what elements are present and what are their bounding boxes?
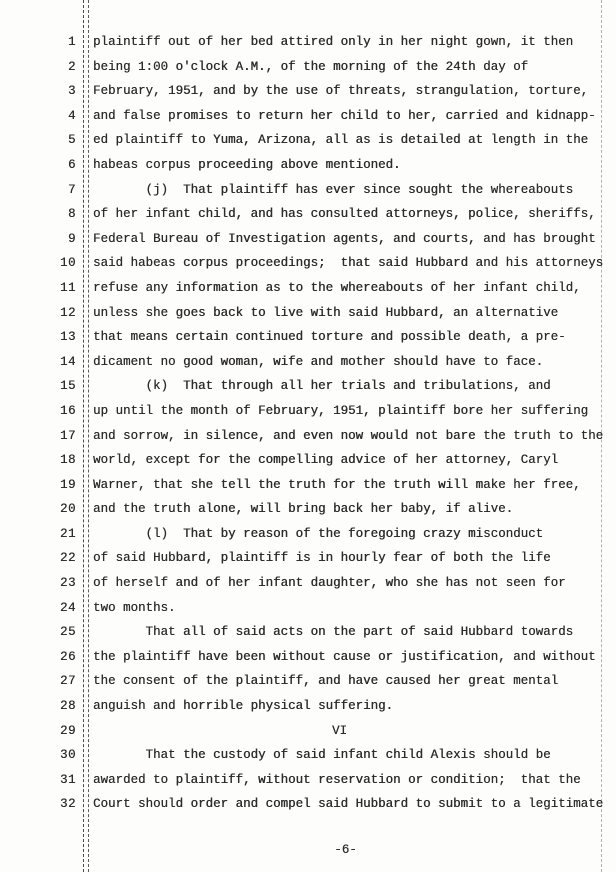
line-number: 7 <box>67 182 76 197</box>
line-text: February, 1951, and by the use of threats, strangulation, torture, <box>93 84 589 99</box>
document-line <box>0 55 616 80</box>
document-line <box>0 374 616 399</box>
line-text: That all of said acts on the part of said Hubbard towards <box>93 625 574 640</box>
document-line <box>0 301 616 326</box>
line-text: That the custody of said infant child Alexis should be <box>93 748 551 763</box>
line-number: 17 <box>59 428 76 443</box>
document-line <box>0 571 616 596</box>
line-number: 24 <box>59 600 76 615</box>
line-number: 31 <box>59 772 76 787</box>
line-text: being 1:00 o'clock A.M., of the morning of the 24th day of <box>93 59 529 74</box>
line-number: 13 <box>59 330 76 345</box>
line-number: 27 <box>59 674 76 689</box>
line-number: 12 <box>59 305 76 320</box>
line-number: 15 <box>59 379 76 394</box>
document-line <box>0 522 616 547</box>
line-number: 30 <box>59 748 76 763</box>
line-number: 2 <box>67 59 76 74</box>
line-text: Federal Bureau of Investigation agents, and courts, and has brought <box>93 231 596 246</box>
line-text: up until the month of February, 1951, plaintiff bore her suffering <box>93 403 589 418</box>
document-line <box>0 596 616 621</box>
line-text: two months. <box>93 600 176 615</box>
line-text: Court should order and compel said Hubbard to submit to a legitimate <box>93 797 604 812</box>
document-line <box>0 743 616 768</box>
line-text: and false promises to return her child to her, carried and kidnapp- <box>93 108 596 123</box>
line-number: 32 <box>59 797 76 812</box>
document-line <box>0 448 616 473</box>
line-number: 6 <box>67 157 76 172</box>
document-line <box>0 719 616 744</box>
document-line <box>0 424 616 449</box>
line-text: plaintiff out of her bed attired only in her night gown, it then <box>93 35 574 49</box>
line-number: 19 <box>59 477 76 492</box>
line-number: 22 <box>59 551 76 566</box>
line-text: Warner, that she tell the truth for the truth will make her free, <box>93 477 581 492</box>
document-line <box>0 620 616 645</box>
line-text: unless she goes back to live with said Hubbard, an alternative <box>93 305 559 320</box>
document-line <box>0 792 616 817</box>
line-number: 3 <box>67 84 76 99</box>
line-text: awarded to plaintiff, without reservation or condition; that the <box>93 772 581 787</box>
line-text: of said Hubbard, plaintiff is in hourly fear of both the life <box>93 551 551 566</box>
line-text: refuse any information as to the whereabouts of her infant child, <box>93 280 581 295</box>
document-line <box>0 153 616 178</box>
line-text: and sorrow, in silence, and even now would not bare the truth to the <box>93 428 604 443</box>
line-number: 5 <box>67 133 76 148</box>
document-line <box>0 350 616 375</box>
document-line <box>0 546 616 571</box>
line-number: 26 <box>59 649 76 664</box>
line-number: 9 <box>67 231 76 246</box>
line-number: 23 <box>59 576 76 591</box>
line-text: world, except for the compelling advice of her attorney, Caryl <box>93 453 559 468</box>
document-line <box>0 128 616 153</box>
document-lines <box>0 30 616 817</box>
document-line <box>0 251 616 276</box>
line-text: said habeas corpus proceedings; that said Hubbard and his attorneys <box>93 256 604 271</box>
line-text: (l) That by reason of the foregoing crazy misconduct <box>93 526 544 541</box>
document-line <box>0 473 616 498</box>
line-number: 4 <box>67 108 76 123</box>
line-text: and the truth alone, will bring back her baby, if alive. <box>93 502 514 517</box>
document-line <box>0 227 616 252</box>
line-number: 20 <box>59 502 76 517</box>
document-line <box>0 768 616 793</box>
line-text: (j) That plaintiff has ever since sought the whereabouts <box>93 182 574 197</box>
line-text: (k) That through all her trials and tribulations, and <box>93 379 551 394</box>
document-line <box>0 399 616 424</box>
line-text: of herself and of her infant daughter, who she has not seen for <box>93 576 566 591</box>
line-number: 29 <box>59 723 76 738</box>
line-text: the plaintiff have been without cause or justification, and without <box>93 649 596 664</box>
line-number: 21 <box>59 526 76 541</box>
document-line <box>0 30 616 55</box>
page-number: -6- <box>334 843 357 857</box>
document-line <box>0 325 616 350</box>
line-text: dicament no good woman, wife and mother should have to face. <box>93 354 544 369</box>
document-line <box>0 669 616 694</box>
document-line <box>0 79 616 104</box>
line-text: habeas corpus proceeding above mentioned. <box>93 157 401 172</box>
document-line <box>0 104 616 129</box>
line-number: 10 <box>59 256 76 271</box>
document-line <box>0 202 616 227</box>
line-text: the consent of the plaintiff, and have caused her great mental <box>93 674 559 689</box>
line-number: 8 <box>67 207 76 222</box>
line-number: 14 <box>59 354 76 369</box>
document-line <box>0 497 616 522</box>
line-number: 28 <box>59 699 76 714</box>
document-line <box>0 178 616 203</box>
line-text: that means certain continued torture and possible death, a pre- <box>93 330 566 345</box>
line-text: anguish and horrible physical suffering. <box>93 699 394 714</box>
line-text: ed plaintiff to Yuma, Arizona, all as is detailed at length in the <box>93 133 589 148</box>
document-line <box>0 645 616 670</box>
line-number: 18 <box>59 453 76 468</box>
line-number: 11 <box>59 280 76 295</box>
line-number: 1 <box>67 35 76 49</box>
document-line <box>0 694 616 719</box>
line-number: 25 <box>59 625 76 640</box>
line-text: VI <box>331 723 347 738</box>
document-line <box>0 276 616 301</box>
line-number: 16 <box>59 403 76 418</box>
line-text: of her infant child, and has consulted attorneys, police, sheriffs, <box>93 207 596 222</box>
